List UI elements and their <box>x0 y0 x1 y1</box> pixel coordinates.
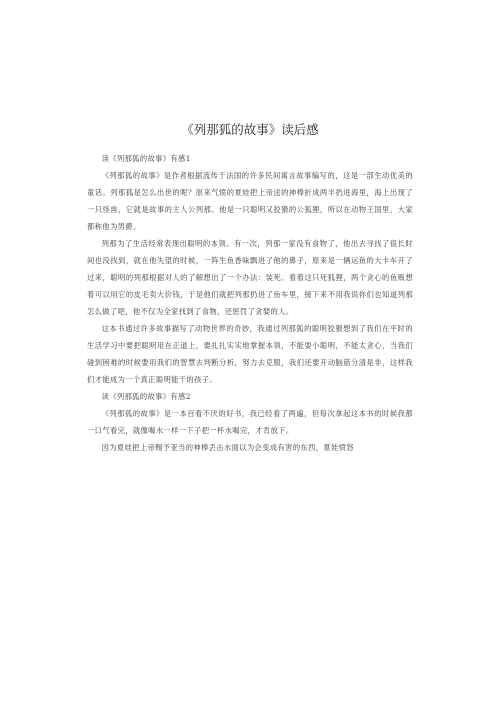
section-heading: 读《列那狐的故事》有感1 <box>101 154 191 163</box>
paragraph: 列那为了生活经常表现出聪明的本领。有一次，列那一家没有食物了，他出去寻找了很长时间也没找到，就在他失望的时候，一阵生鱼香味飘进了他的鼻子，原来是一辆运鱼的大卡车开了过来，聪明的列那根据对人的了解想出了一个办法：装死。看着这只死狐狸，两个贪心的鱼贩想着可以用它的皮毛卖大价钱，于是他们就把列那扔进了鱼车里，接下来不用我说你们也知道列那怎么做了吧，他不仅为全家找到了食物，还惩罚了贪婪的人。 <box>87 239 413 316</box>
section-heading: 读《列那狐的故事》有感2 <box>101 392 191 401</box>
document-body <box>87 150 413 456</box>
paragraph: 因为夏娃把上帝赐予亚当的神棒丢击水面以为会变成有害的东西，夏娃愤怒 <box>101 443 354 452</box>
document-title: 《列那狐的故事》读后感 <box>181 122 319 137</box>
paragraph: 这本书通过许多故事描写了动物世界的奇妙，我通过列那狐的聪明狡猾想到了我们在平时的生活学习中要把聪明用在正道上，要扎扎实实地掌握本领，不能耍小聪明，不能太贪心，当我们碰到困难的时候要用我们的智慧去判断分析，努力去克服，我们还要开动脑筋分清是非，这样我们才能成为一个真正聪明能干的孩子。 <box>87 324 413 384</box>
paragraph: 《列那狐的故事》是作者根据流传于法国的许多民间寓言故事编写的，这是一部生动优美的童话。列那狐是怎么出世的呢？原来气愤的夏娃把上帝送的神棒折成两半扔进海里，海上出现了一只怪兽，它就是故事的主人公列那。他是一只聪明又狡猾的公狐狸，所以在动物王国里，大家都称他为男爵。 <box>87 171 413 231</box>
paragraph: 《列那狐的故事》是一本百看不厌的好书，我已经看了两遍，但每次拿起这本书的时候我都一口气看完，就像喝水一样一下子把一杯水喝完，才肯放下。 <box>87 409 413 435</box>
